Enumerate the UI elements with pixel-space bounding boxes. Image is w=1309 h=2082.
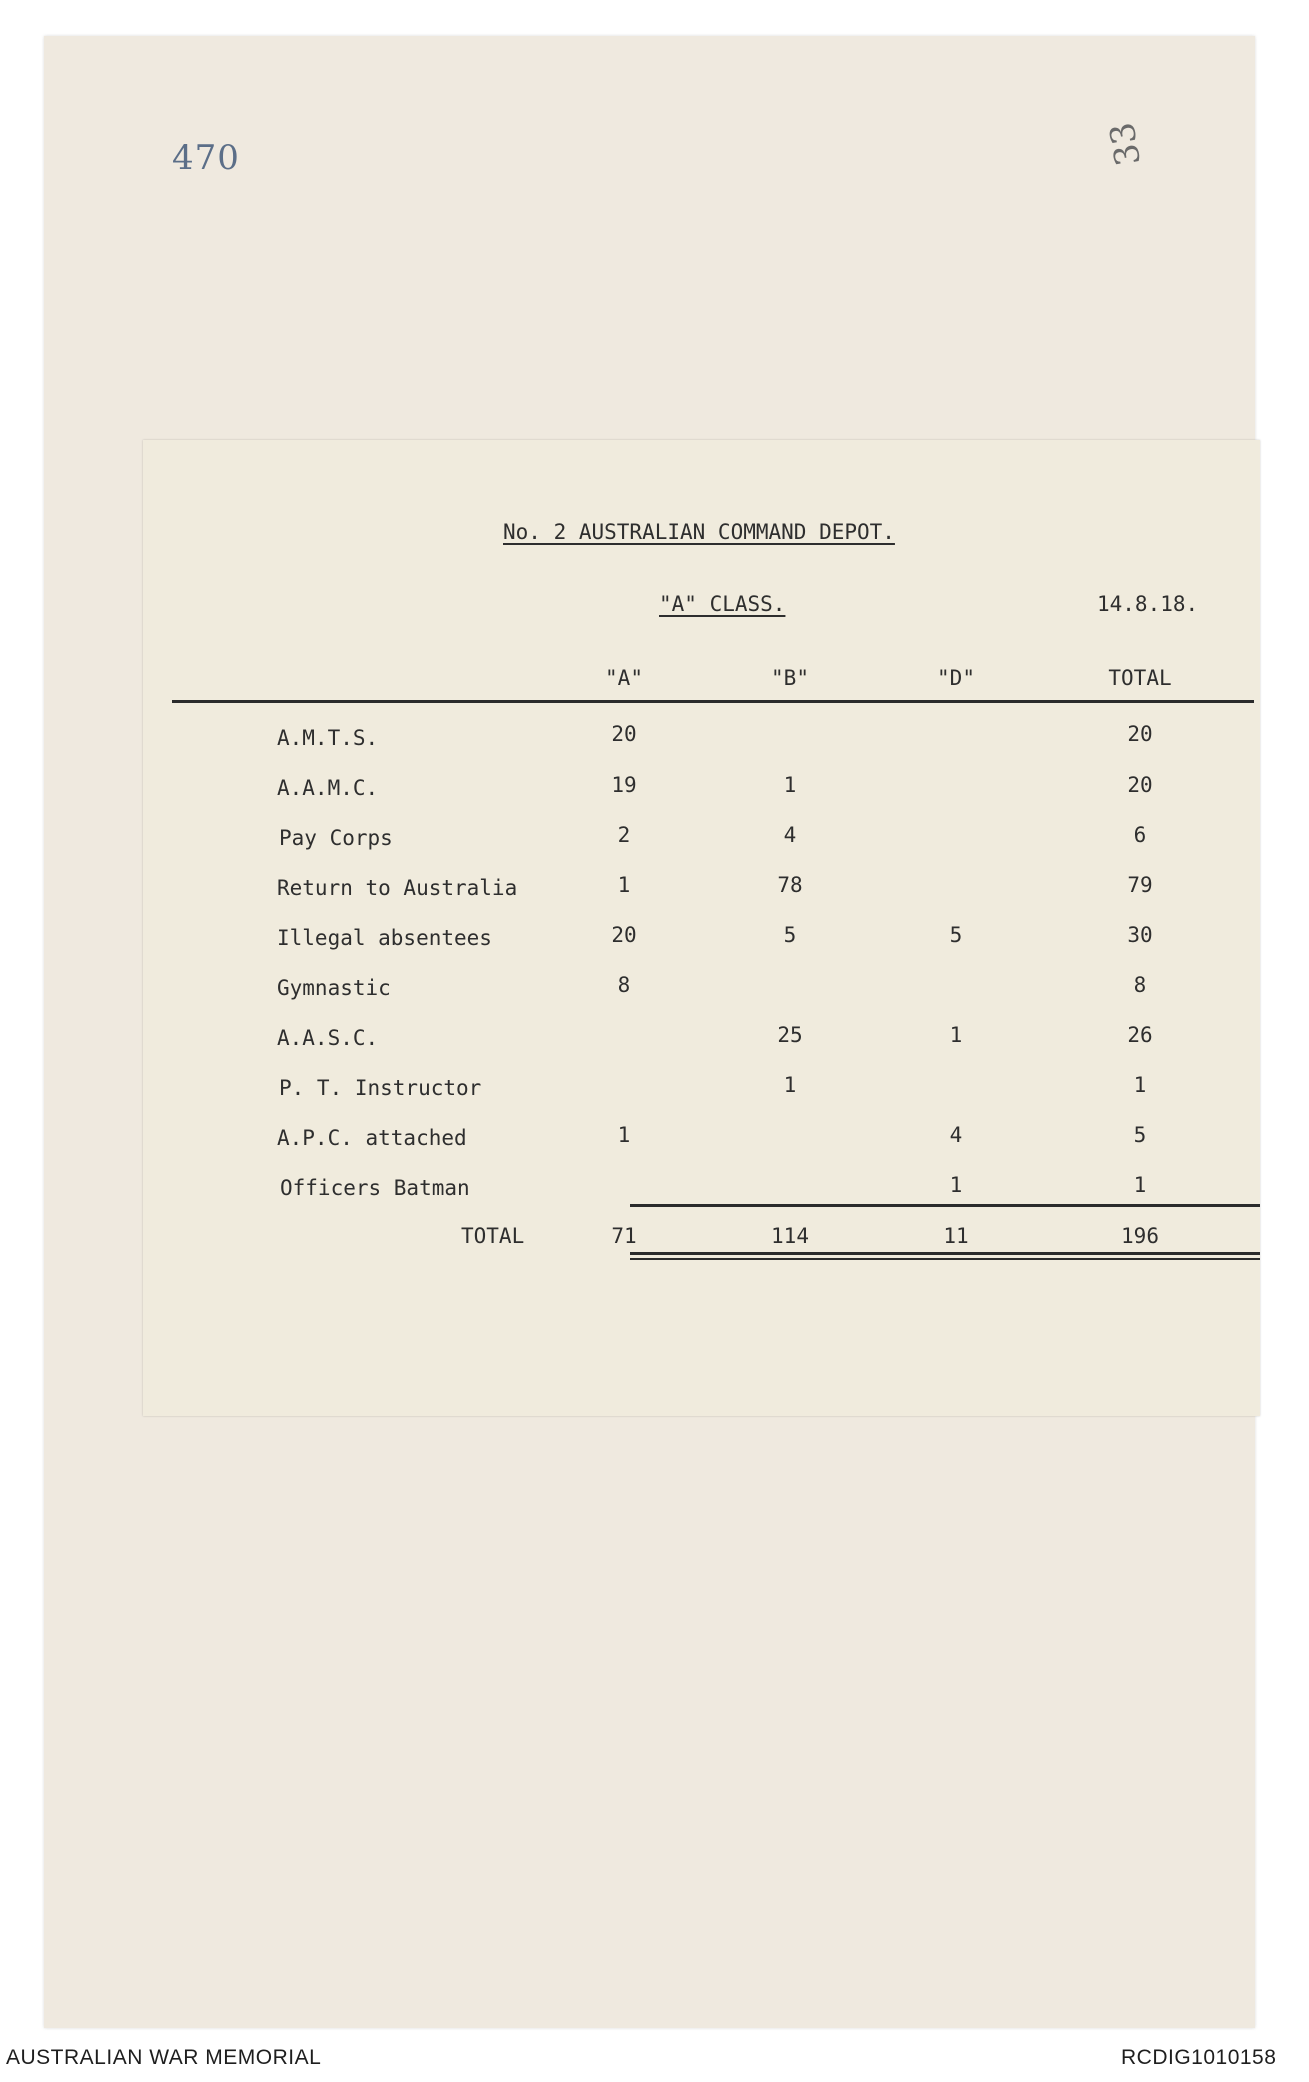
cell-b: 1 [783, 1073, 797, 1097]
row-label: A.A.M.C. [277, 776, 379, 800]
cell-d: 5 [949, 923, 963, 947]
row-label: Gymnastic [277, 976, 391, 1000]
row-label: Return to Australia [277, 876, 518, 900]
row-label: A.P.C. attached [277, 1126, 467, 1150]
column-header-d: "D" [937, 666, 975, 690]
total-a: 71 [611, 1224, 637, 1248]
cell-b: 4 [783, 823, 797, 847]
cell-total: 79 [1127, 873, 1153, 897]
typed-return-slip [143, 440, 1260, 1416]
row-label: A.M.T.S. [277, 726, 379, 750]
cell-total: 1 [1133, 1173, 1147, 1197]
cell-a: 19 [611, 773, 637, 797]
folio-stamp: 470 [172, 138, 240, 178]
total-rule-2 [630, 1258, 1260, 1260]
document-date: 14.8.18. [1097, 592, 1199, 616]
pencil-page-number: 33 [1102, 119, 1150, 169]
cell-d: 1 [949, 1173, 963, 1197]
total-rule-1 [630, 1252, 1260, 1255]
total-d: 11 [943, 1224, 969, 1248]
cell-a: 8 [617, 973, 631, 997]
cell-a: 1 [617, 873, 631, 897]
cell-total: 20 [1127, 773, 1153, 797]
document-heading: No. 2 AUSTRALIAN COMMAND DEPOT. [503, 520, 895, 544]
footer-source: AUSTRALIAN WAR MEMORIAL [6, 2046, 322, 2069]
cell-total: 20 [1127, 722, 1153, 746]
document-subheading: "A" CLASS. [659, 592, 786, 616]
row-label: P. T. Instructor [279, 1076, 482, 1100]
total-grand: 196 [1121, 1224, 1159, 1248]
subtotal-rule [630, 1204, 1260, 1207]
totals-label: TOTAL [461, 1224, 525, 1248]
total-b: 114 [771, 1224, 809, 1248]
row-label: Officers Batman [280, 1176, 470, 1200]
footer-id: RCDIG1010158 [1121, 2046, 1277, 2069]
cell-d: 1 [949, 1023, 963, 1047]
cell-total: 30 [1127, 923, 1153, 947]
cell-total: 1 [1133, 1073, 1147, 1097]
cell-total: 6 [1133, 823, 1147, 847]
cell-total: 8 [1133, 973, 1147, 997]
header-rule [172, 700, 1254, 703]
column-header-b: "B" [771, 666, 809, 690]
cell-b: 25 [777, 1023, 803, 1047]
row-label: Pay Corps [279, 826, 393, 850]
cell-b: 1 [783, 773, 797, 797]
cell-b: 78 [777, 873, 803, 897]
cell-a: 20 [611, 923, 637, 947]
column-header-total: TOTAL [1108, 666, 1172, 690]
row-label: Illegal absentees [277, 926, 492, 950]
column-header-a: "A" [605, 666, 643, 690]
cell-d: 4 [949, 1123, 963, 1147]
row-label: A.A.S.C. [277, 1026, 379, 1050]
cell-a: 2 [617, 823, 631, 847]
cell-total: 5 [1133, 1123, 1147, 1147]
cell-b: 5 [783, 923, 797, 947]
cell-total: 26 [1127, 1023, 1153, 1047]
cell-a: 20 [611, 722, 637, 746]
cell-a: 1 [617, 1123, 631, 1147]
